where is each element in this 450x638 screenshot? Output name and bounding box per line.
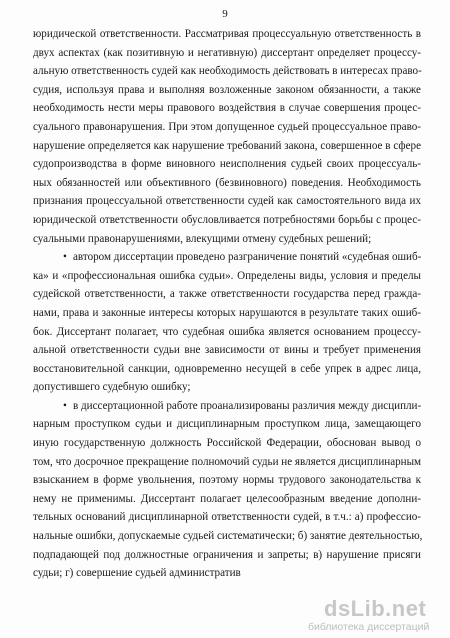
text-line: юридической ответственности обусловливается потребностями борьбы с процес- (33, 213, 421, 226)
bullet-icon: • (63, 399, 67, 412)
text-line: судейской ответственности, а также ответственности государства перед гражда- (33, 288, 421, 301)
text-line: автором диссертации проведено разграничение понятий «судебная ошиб- (73, 251, 422, 264)
text-line: иную государственную должность Российской Федерации, обоснован вывод о (33, 437, 421, 450)
watermark-tagline: библиотека диссертаций (308, 621, 430, 633)
text-line: суального правонарушения. При этом допущенное судьей процессуальное право- (33, 120, 421, 133)
text-line: судия, используя права и выполняя возложенные законом обязанности, а также (33, 83, 421, 96)
text-line: тельных оснований дисциплинарной ответственности судей, в т.ч.: а) профессио- (33, 511, 421, 524)
text-line: допустившего судебную ошибку; (33, 381, 191, 394)
text-line: признания процессуальной ответственности судей как самостоятельного вида их (33, 195, 421, 208)
text-line: ка» и «профессиональная ошибка судьи». Определены виды, условия и пределы (33, 269, 421, 282)
text-line: нарушение определяется как нарушение требований закона, совершенное в сфере (33, 139, 421, 152)
text-line: ных обязанностей или объективного (безвиновного) поведения. Необходимость (33, 176, 421, 189)
text-line: судьи; г) совершение судьей административ (33, 567, 241, 580)
bullet-paragraph-start (33, 248, 421, 267)
text-line: судопроизводства в форме виновного неисполнения судьей своих процессуаль- (33, 158, 421, 171)
text-line: том, что досрочное прекращение полномочий судьи не является дисциплинарным (33, 455, 422, 468)
bullet-icon: • (63, 251, 67, 264)
text-line: двух аспектах (как позитивную и негативную) диссертант определяет процессу- (33, 46, 421, 59)
text-line: подпадающей под должностные ограничения и запреты; в) нарушение присяги (33, 548, 421, 561)
text-line: нальные ошибки, допускаемые судьей систематически; б) занятие деятельностью, (33, 530, 423, 543)
watermark (290, 594, 440, 634)
watermark-logo: dsLib.net (324, 596, 427, 621)
text-line: альной ответственности судьи вне зависимости от вины и требует применения (33, 344, 421, 357)
text-line: суальными правонарушениями, влекущими отмену судебных решений; (33, 232, 372, 245)
text-line: взысканием в форме увольнения, поэтому нормы трудового законодательства к (33, 474, 421, 487)
text-line: необходимость нести меры правового воздействия в случае совершения процес- (33, 102, 421, 115)
text-line: нему не применимы. Диссертант полагает целесообразным введение дополни- (33, 492, 421, 505)
text-line: юридической ответственности. Рассматривая процессуальную ответственность в (33, 28, 421, 40)
text-line: восстановительной санкции, одновременно несущей в себе упрек в адрес лица, (33, 362, 421, 375)
bullet-paragraph-start (33, 397, 421, 416)
text-line: в диссертационной работе проанализированы различия между дисципли- (73, 399, 422, 412)
text-line: бок. Диссертант полагает, что судебная ошибка является основанием процессу- (33, 325, 421, 338)
text-line: нами, права и законные интересы которых нарушаются в результате таких ошиб- (33, 306, 421, 319)
text-line: альную ответственность судей как необходимость действовать в интересах право- (33, 65, 422, 78)
text-line: нарным проступком судьи и дисциплинарным проступком лица, замещающего (33, 418, 421, 431)
body-text (33, 25, 421, 583)
page-number: 9 (222, 8, 228, 20)
